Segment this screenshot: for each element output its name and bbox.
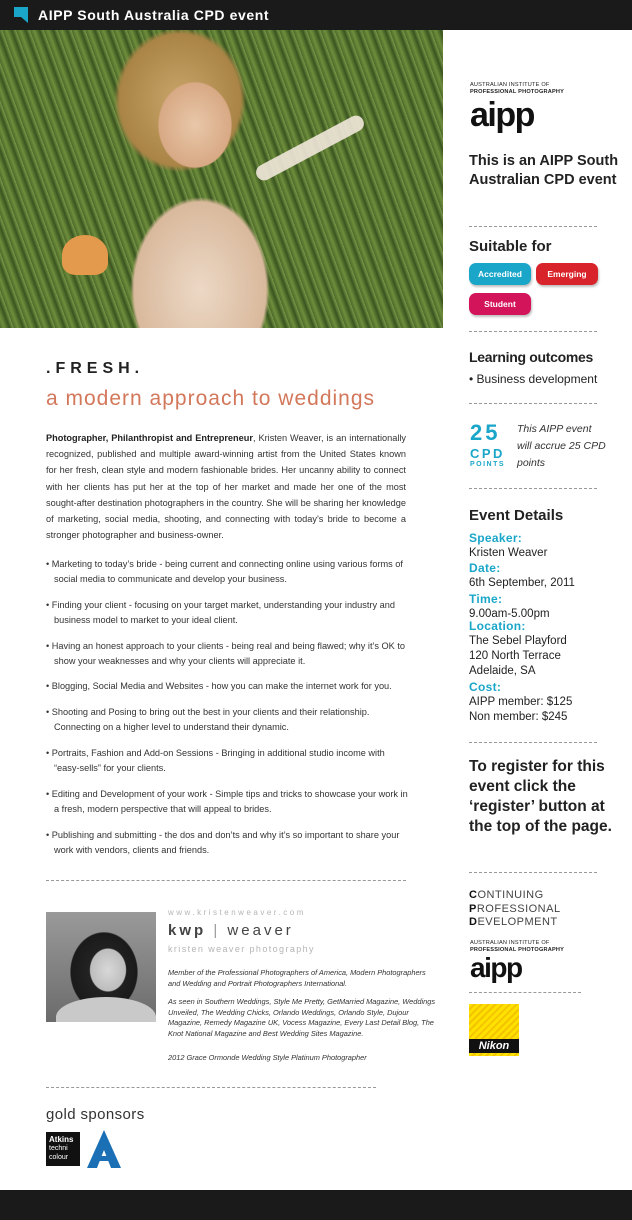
presenter-subtitle: kristen weaver photography xyxy=(168,944,315,954)
cost-nonmember: Non member: $245 xyxy=(469,711,568,723)
nikon-logo[interactable] xyxy=(469,1004,519,1056)
divider xyxy=(469,488,597,489)
learning-item: • Business development xyxy=(469,372,598,386)
atkins-logo[interactable] xyxy=(46,1132,80,1166)
bullet-item: • Marketing to today’s bride - being current and connecting online using various forms of social media to communicate and develop your business. xyxy=(46,559,403,585)
cpd-points-label: POINTS xyxy=(470,461,506,468)
cpd-c-rest: ONTINUING xyxy=(477,889,544,901)
cpd-label: CPD xyxy=(470,446,505,461)
student-badge: Student xyxy=(469,293,531,315)
hero-photo xyxy=(0,30,443,328)
cpd-note: This AIPP event will accrue 25 CPD points xyxy=(517,423,606,469)
presenter-website-link[interactable]: www.kristenweaver.com xyxy=(168,908,306,917)
aipp-logo-small: aipp xyxy=(470,952,522,983)
atkins-colour: colour xyxy=(49,1154,69,1161)
event-heading: This is an AIPP South Australian CPD event xyxy=(469,153,619,188)
divider xyxy=(469,742,597,743)
cost-label: Cost: xyxy=(469,680,502,694)
bullet-item: • Finding your client - focusing on your target market, understanding your industry and business model to market to your ideal client. xyxy=(46,600,395,626)
cupcake-shape xyxy=(62,235,108,275)
logo-kwp: kwp xyxy=(168,922,207,939)
cpd-c: C xyxy=(469,889,478,901)
time-value: 9.00am-5.00pm xyxy=(469,608,550,620)
cpd-d: D xyxy=(469,916,478,928)
cpd-d-rest: EVELOPMENT xyxy=(477,916,558,928)
cpd-points-number: 25 xyxy=(470,420,501,445)
aipp-org-line1: AUSTRALIAN INSTITUTE OF xyxy=(470,82,550,88)
cpd-wordmark xyxy=(469,889,561,930)
speaker-label: Speaker: xyxy=(469,531,523,545)
accredited-badge: Accredited xyxy=(469,263,531,285)
cpd-p: P xyxy=(469,902,477,915)
aipp-org-line2-text: PROFESSIONAL PHOTOGRAPHY xyxy=(470,89,565,95)
location-city: Adelaide, SA xyxy=(469,665,536,677)
aipp-logo: aipp xyxy=(470,96,534,134)
register-instructions: To register for this event click the ‘register’ button at the top of the page. xyxy=(469,758,612,835)
aipp-org-line1-small: AUSTRALIAN INSTITUTE OF xyxy=(470,940,550,946)
cost-member: AIPP member: $125 xyxy=(469,696,573,708)
date-label: Date: xyxy=(469,561,501,575)
date-value: 6th September, 2011 xyxy=(469,577,575,589)
aipp-org-line2 xyxy=(470,89,564,96)
page-title: AIPP South Australia CPD event xyxy=(38,7,270,23)
divider xyxy=(469,403,597,404)
intro-text: , Kristen Weaver, is an internationally recognized, published and multiple award-winning artist from the United States known for her fresh, clean style and modern fashionable brides. Her uncanny ability to connect with her clients has put her at the top of her market and made her one of the most sought-after destination photographers in the country. She will be sharing her knowledge of marketing, social media, shooting, and connecting with today’s bride to become a stronger photographer and business-owner. xyxy=(46,433,406,541)
portrait-shoulders xyxy=(56,997,156,1022)
logo-weaver: weaver xyxy=(227,922,294,939)
divider xyxy=(46,880,406,881)
bullet-item: • Blogging, Social Media and Websites - how you can make the internet work for you. xyxy=(46,681,392,691)
divider xyxy=(469,331,597,332)
kicker-text: .FRESH. xyxy=(46,360,145,377)
intro-bold: Photographer, Philanthropist and Entrepreneur xyxy=(46,433,253,443)
divider xyxy=(469,992,581,993)
atkins-word: Atkins xyxy=(49,1135,74,1144)
atkins-techni: techni xyxy=(49,1145,68,1152)
location-street: 120 North Terrace xyxy=(469,650,561,662)
tagline: a modern approach to weddings xyxy=(46,387,376,410)
bullet-item: • Portraits, Fashion and Add-on Sessions - Bringing in additional studio income with “easy-sells” for your clients. xyxy=(46,748,385,774)
location-venue: The Sebel Playford xyxy=(469,635,567,647)
location-label: Location: xyxy=(469,619,526,633)
a-sponsor-logo[interactable] xyxy=(87,1130,121,1168)
emerging-badge: Emerging xyxy=(536,263,598,285)
bullet-item: • Publishing and submitting - the dos and don’ts and why it’s so important to share your work with vendors, clients and friends. xyxy=(46,830,400,856)
presenter-bio-press: As seen in Southern Weddings, Style Me Pretty, GetMarried Magazine, Weddings Unveiled, The Wedding Chicks, Orlando Weddings, Orlando Style, Dujour Magazine, Remedy Magazine UK, Vocess Magazine, Every Last Detail Blog, The Knot National Magazine and Best Wedding Sites Magazine. xyxy=(168,997,436,1038)
aipp-org-line2-small-text: PROFESSIONAL PHOTOGRAPHY xyxy=(470,947,565,953)
sponsors-heading: gold sponsors xyxy=(46,1106,145,1123)
divider xyxy=(46,1087,376,1088)
bullet-item: • Shooting and Posing to bring out the best in your clients and their relationship. Connecting on a higher level to understand their dynamic. xyxy=(46,707,370,733)
bullet-item: • Editing and Development of your work - Simple tips and tricks to showcase your work in a fresh, modern perspective that will appeal to brides. xyxy=(46,789,408,815)
presenter-bio-award: 2012 Grace Ormonde Wedding Style Platinum Photographer xyxy=(168,1053,367,1062)
cpd-p-rest: ROFESSIONAL xyxy=(476,902,561,915)
suitable-heading: Suitable for xyxy=(469,238,552,255)
nikon-wordmark: Nikon xyxy=(469,1039,519,1053)
presenter-logo xyxy=(168,922,294,939)
header-bar xyxy=(0,0,632,30)
time-label: Time: xyxy=(469,592,503,606)
logo-sep: | xyxy=(206,922,228,939)
ribbon-shape xyxy=(253,113,366,183)
details-heading: Event Details xyxy=(469,507,564,524)
divider xyxy=(469,872,597,873)
intro-paragraph xyxy=(46,430,406,543)
bullet-item: • Having an honest approach to your clients - being real and being flawed; why it’s OK to show your weaknesses and why your clients will appreciate it. xyxy=(46,641,406,667)
presenter-portrait xyxy=(46,912,156,1022)
learning-heading: Learning outcomes xyxy=(469,349,594,365)
aipp-flag-icon xyxy=(14,7,28,23)
divider xyxy=(469,226,597,227)
presenter-bio-membership: Member of the Professional Photographers of America, Modern Photographers and Wedding and Portrait Photographers International. xyxy=(168,968,426,988)
footer-bar xyxy=(0,1190,632,1220)
speaker-value: Kristen Weaver xyxy=(469,547,548,559)
